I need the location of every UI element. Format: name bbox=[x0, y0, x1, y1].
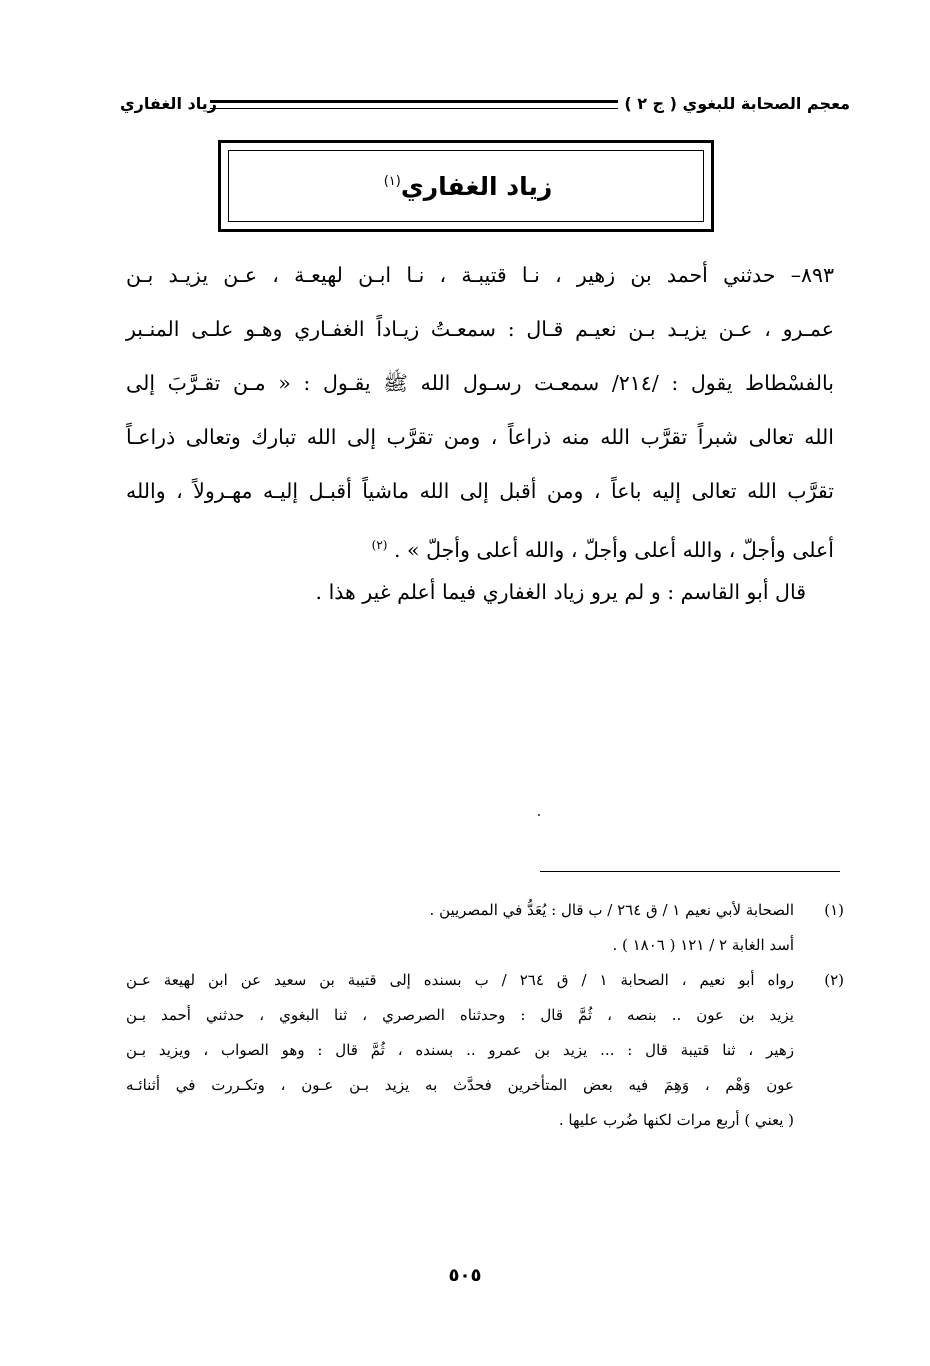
entry-title-text: زياد الغفاري bbox=[400, 171, 553, 201]
entry-title-inner-frame bbox=[228, 150, 704, 222]
footnotes bbox=[126, 893, 844, 1138]
scan-speck bbox=[538, 814, 540, 816]
page-number: ٥٠٥ bbox=[448, 1265, 482, 1286]
body-line: ٨٩٣– حدثني أحمد بن زهير ، نـا قتيبـة ، نـا ابـن لهيعـة ، عـن يزيـد بـن bbox=[126, 263, 834, 287]
entry-title bbox=[380, 172, 553, 201]
body-line: أعلى وأجلّ ، والله أعلى وأجلّ ، والله أعلى وأجلّ » . bbox=[394, 537, 834, 562]
closing-remark: قال أبو القاسم : و لم يرو زياد الغفاري فيما أعلم غير هذا . bbox=[315, 580, 806, 604]
footnote-line: الصحابة لأبي نعيم ١ / ق ٢٦٤ / ب قال : يُعَدُّ في المصريين . bbox=[429, 901, 794, 919]
title-footnote-ref: (١) bbox=[383, 174, 401, 190]
footnote-line: ( يعني ) أربع مرات لكنها ضُرب عليها . bbox=[558, 1111, 794, 1129]
footnote-line: أسد الغابة ٢ / ١٢١ ( ١٨٠٦ ) . bbox=[612, 936, 794, 954]
footnote-separator bbox=[540, 871, 840, 872]
entry-title-header: زياد الغفاري bbox=[120, 93, 217, 113]
body-line-last bbox=[126, 518, 834, 577]
body-line: عمـرو ، عـن يزيـد بـن نعيـم قـال : سمعـتُ زيـاداً الغفـاري وهـو علـى المنـبر bbox=[126, 317, 834, 341]
hadith-text bbox=[126, 248, 834, 577]
entry-title-box bbox=[218, 140, 714, 232]
book-title-header: معجم الصحابة للبغوي ( ج ٢ ) bbox=[624, 93, 850, 113]
footnote-line: زهير ، ثنا قتيبة قال : ... يزيد بن عمرو .. بسنده ، ثُمَّ قال : وهو الصواب ، ويزيد بـن bbox=[126, 1041, 794, 1059]
body-line: الله تعالى شبراً تقرَّب الله منه ذراعاً ، ومن تقرَّب إلى الله تبارك وتعالى ذراعـاً bbox=[126, 425, 834, 449]
footnote-number: (١) bbox=[824, 901, 844, 919]
footnote-number: (٢) bbox=[824, 971, 844, 989]
header-rule bbox=[210, 100, 618, 109]
footnote-line: رواه أبو نعيم ، الصحابة ١ / ق ٢٦٤ / ب بسنده إلى قتيبة بن سعيد عن ابن لهيعة عـن bbox=[126, 971, 794, 989]
footnote-line: عون وَهْم ، وَهِمَ فيه بعض المتأخرين فحدَّث به يزيد بـن عـون ، وتكـررت في أثنائـه bbox=[126, 1076, 794, 1094]
footnote-1 bbox=[126, 893, 844, 963]
footnote-2 bbox=[126, 963, 844, 1138]
footnote-line: يزيد بن عون .. بنصه ، ثُمَّ قال : وحدثناه الصرصري ، ثنا البغوي ، حدثني أحمد بـن bbox=[126, 1006, 794, 1024]
body-line: بالفسْطاط يقول : /٢١٤/ سمعـت رسـول الله ﷺ يقـول : « مـن تقـرَّبَ إلى bbox=[126, 371, 834, 395]
body-footnote-ref: (٢) bbox=[371, 538, 388, 552]
body-line: تقرَّب الله تعالى إليه باعاً ، ومن أقبل إلى الله ماشياً أقبـل إليـه مهـرولاً ، والله bbox=[126, 479, 834, 503]
